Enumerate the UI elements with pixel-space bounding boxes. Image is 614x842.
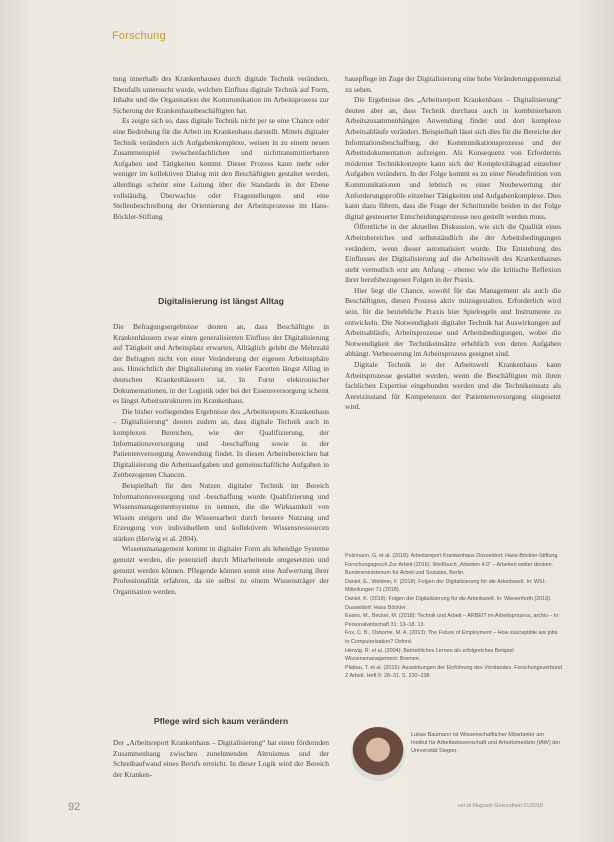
section-heading: Digitalisierung ist längst Alltag xyxy=(158,296,284,306)
left-column-bottom xyxy=(113,738,329,780)
reference-item: Evans, M., Becker, M. (2018): Technik und Arbeit – ARBEIT im Arbeitsprozess, archiv – in: Personalwirtschaft 31: 13–18. 13. xyxy=(345,613,560,628)
reference-item: Polzmann, G. et al. (2018): Arbeitsreport Krankenhaus Düsseldorf, Hans-Böckler-Stiftung. xyxy=(345,553,559,559)
reference-item: Herwig, R. et al. (2004): Betriebliches Lernen als erfolgreiches Beispiel Wissensmanagement. Bremen. xyxy=(345,647,514,663)
paragraph: Die Ergebnisse des „Arbeitsreport Krankenhaus – Digitalisierung“ deuten aber an, dass Technik durchaus auch in kombinierbaren Arbeitszusammenhängen Anwendung findet und dort komplexe Arbeitsabläufe verändert. Beispielhaft lässt sich dies für die Bereiche der Informationsbeschaffung, der Kommunikationsprozesse und der Arbeitsdokumentation aufzeigen. Als Konsequenz von Erfordernis möderner Technikkonzepte kann sich der Komplexitätsgrad einzelner Aufgaben verändern. In der Folge kommt es zu einer Neudefinition von Kommunikationen und lebtisch es einer Neubewertung der Anforderungsprofile einzelner Tätigkeiten und Aufgabenkomplexe. Dies kann dazu führen, dass die Frage der Schnittstelle beiden in der Folge digital gesteuerter Entscheidungsprozesse neu gestellt werden muss. xyxy=(345,95,561,221)
page-number: 92 xyxy=(68,801,81,813)
left-column-middle xyxy=(113,322,329,597)
reference-list xyxy=(345,552,563,681)
paragraph: Wissensmanagement kommt in digitaler Form als lebendige Systeme genutzt werden, die potenziell durch Mitarbeitende umgesetzten und genutzt werden können. Pflegende können somit eine Aufwertung ihrer Professionalität erfahren, da sie selbst zu einem Wissensträger der Organisation werden. xyxy=(113,544,329,596)
reference-item: Plattau, T. et al. (2015): Auswirkungen der Einführung des Vorstandes. Forschungsverbund Z Arbeit. Heft 5: 28–31. S. 230–238. xyxy=(345,664,562,680)
paragraph: Öffentliche in der aktuellen Diskussion, wie sich die Qualität eines Arbeitsbereiches und selbstständlich die der Arbeitsbedingungen verändern, wenn dieser automatisiert wurde. Die Entstehung des Einflusses der Digitalisierung auf die Arbeitswelt des Krankenhauses steht vermutlich erst am Anfang – ebenso wie die kritische Reflexion ihrer berufsbezogenen Folgen in der Praxis. xyxy=(345,222,561,285)
section-heading: Pflege wird sich kaum verändern xyxy=(153,716,289,726)
reference-item: Forschungsgesch.Zur Arbeit (2016): Weißbuch „Arbeiten 4.0“ – Arbeiten weiter denken. Bundesministerium für Arbeit und Soziales, Berlin. xyxy=(345,561,554,577)
reference-item: Fox, C. B., Osborne, M. A. (2013): The Future of Employment – How susceptible are jobs to Computerisation? Oxford. xyxy=(345,630,558,645)
paragraph: Der „Arbeitsreport Krankenhaus – Digitalisierung“ hat einen fördernden Zusammenhang zwischen zunehmenden Altruismus und der Schreibaufwand eines Berufs erreicht. In dieser Logik wird der Bereich der Kranken- xyxy=(113,738,329,779)
author-photo xyxy=(351,727,405,781)
left-column-top xyxy=(113,74,329,222)
reference-item: Daniel, E., Weidner, F. (2018): Folgen der Digitalisierung für die Arbeitswelt. In: WSI-Mitteilungen 71 (2018). xyxy=(345,578,546,594)
paragraph: Digitale Technik in der Arbeitswelt Krankenhaus kann Arbeitsprozesse gestaltet werden, wenn die Beschäftigten mit ihren fachlichen Expertise eingebunden werden und die Technikeinsatz als Anreizinstand für Kompetenzen der Patientenversorgung eingesetzt wird. xyxy=(345,360,561,412)
section-label: Forschung xyxy=(112,30,166,42)
reference-item: Daniel, K. (2019): Folgen der Digitalisierung für die Arbeitswelt. In: Wiesenfurth (2019). Dusseldorf: Hans Böckler. xyxy=(345,595,552,611)
paragraph: Es zeigte sich so, dass digitale Technik nicht per se eine Chance oder eine Bedrohung für die Arbeit im Krankenhaus darstellt. Mittels digitaler Technik verändern sich Aufgabenkomplexe, weisen in zu einem neuen Zusammenspiel zwischenfachlichen und nichttransmittierbaren Aufgaben und Tätigkeiten kommt. Dieser Prozess kann mehr oder weniger im kollektiven Dialog mit den Beschäftigten gestaltet werden, allerdings scheint eine Leitung über die Standards in der Ebene vollständig. Überwachte oder Fragestellungen und eine Stellenbeschreibung der Orientierung der Arbeitsprozesse im Hans-Böckler-Stiftung xyxy=(113,116,329,221)
right-column xyxy=(345,74,561,413)
paragraph: hauspflege im Zuge der Digitalisierung eine hohe Veränderungspotenzial zu sehen. xyxy=(345,74,561,94)
paragraph: Beispielhaft für den Nutzen digitaler Technik im Bereich Informationsversorgung und -beschaffung wurde Qualifizierung und Wissensmanagementsysteme zu nennen, die die Wirksamkeit von Wissen steigern und die Wissensarbeit durch bessere Nutzung und Erzeugung von individuellem und kollektivem Wissensressourcen stärken (Herwig et al. 2004). xyxy=(113,480,329,543)
paragraph: tung innerhalb des Krankenhauses durch digitale Technik verändern. Ebenfalls untersucht wurde, welchen Einfluss digitale Technik auf Form, Inhalte und die Organisation der Kommunikation im Arbeitsprozess zur Sicherung der Krankenhausbeschäftigten hat. xyxy=(113,74,329,115)
paragraph: Die Befragungsergebnisse deuten an, dass Beschäftigte in Krankenhäusern zwar einen generalisierten Einfluss der Digitalisierung auf Tätigkeit und Arbeitsplatz erwarten, Alltäglich gelebt die Mehrzahl der Befragten nicht von einer Veränderung der eigenen Arbeitssphäre aus. Hinsichtlich der Digitalisierung im vieler Facetten längst Alltag in deutschen Krankenhäusern ist. In Form elektronischer Dokumentationen, in der Logistik oder bei der Essensversorgung scheint es längst Arbeitsstrukturen im Krankenhaus. xyxy=(113,322,329,406)
author-bio: Lukas Baumann ist Wissenschaftlicher Mitarbeiter am Institut für Arbeitswissenschaft und Arbeitsmedizin (IAW) der Universität Siegen. xyxy=(411,732,561,755)
paragraph: Die bisher vorliegenden Ergebnisse des „Arbeitsreports Krankenhaus – Digitalisierung“ deuten zudem an, dass digitale Technik auch in komplexen Bereichen, wie der Qualifizierung, der Informationsversorgung und -beschaffung sowie in der Patientenversorgung Anwendung findet. In diesen Arbeitsbereichen hat Digitalisierung die Arbeitsaufgaben und gemeinschaftliche Aufgaben in Zeitbezogenen Chancen. xyxy=(113,406,329,480)
running-footer: ver.di Magazin Gesundheit 01/2019 xyxy=(458,803,543,809)
paragraph: Hier liegt die Chance, sowohl für das Management als auch die Beschäftigten, diesen Prozess aktiv mitzugestalten. Erforderlich wird sein, für die betriebliche Praxis hier Spielregeln und Instrumente zu entwickeln. Die Notwendigkeit digitaler Technik hat Auswirkungen auf Arbeitsabläufe, Arbeitsprozesse und Arbeitsbedingungen, wobei die Notwendigkeit der Technikeinsätze erheblich von deren Aufgaben abhängt. Verbesserung im Arbeitsprozess geeignet sind. xyxy=(345,285,561,359)
